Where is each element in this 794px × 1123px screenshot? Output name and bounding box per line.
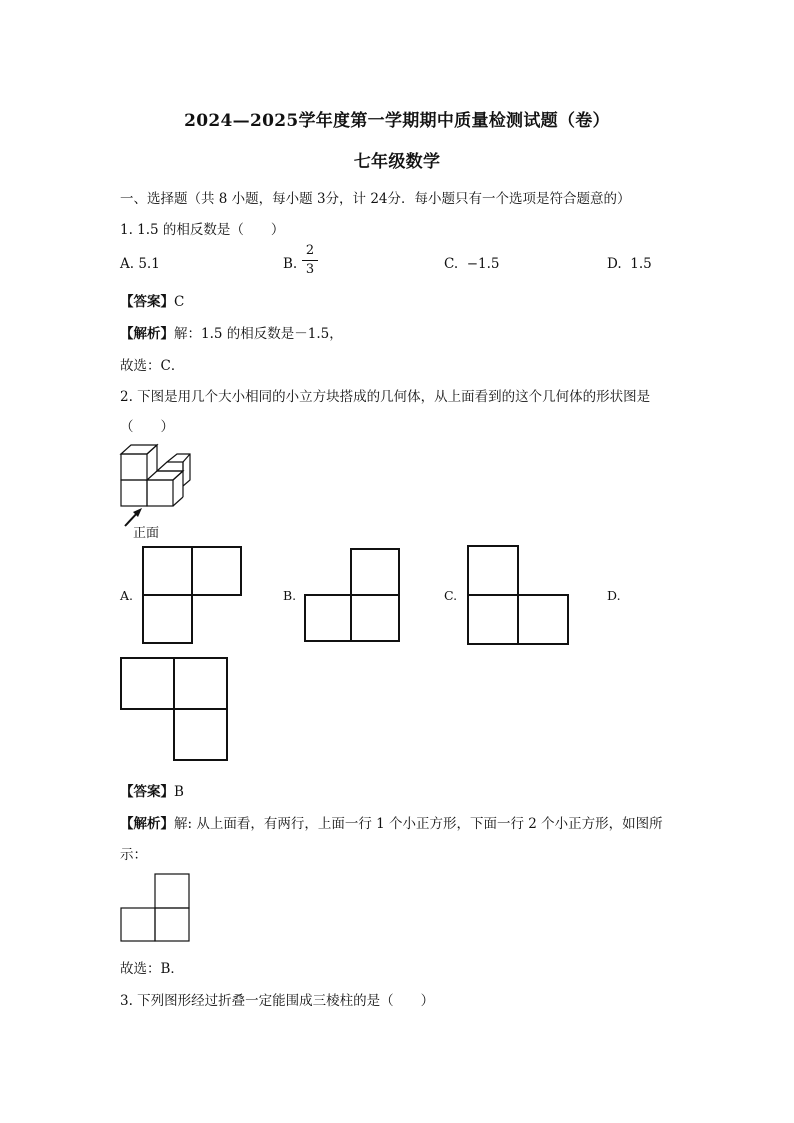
q2-option-b-label: B.: [283, 588, 297, 603]
q1-option-c: C. −1.5: [444, 256, 500, 272]
q2-option-c-label: C.: [444, 588, 458, 603]
q2-option-b-figure: [304, 548, 400, 643]
q2-conclusion: 故选：B．: [120, 961, 184, 977]
q2-analysis-figure: [120, 873, 192, 943]
page-subtitle: 七年级数学: [353, 152, 441, 172]
fraction-denominator: 3: [305, 262, 315, 277]
question-1-stem: 1. 1.5 的相反数是（ ）: [120, 222, 285, 238]
q2-analysis: 【解析】解: 从上面看，有两行，上面一行 1 个小正方形，下面一行 2 个小正方形，如图所: [120, 816, 663, 832]
fraction-numerator: 2: [305, 243, 315, 258]
page-title: 2024—2025学年度第一学期期中质量检测试题（卷）: [184, 111, 610, 131]
section-heading: 一、选择题（共 8 小题，每小题 3分，计 24分．每小题只有一个选项是符合题意的）: [120, 191, 631, 207]
question-2-stem-cont: （ ）: [120, 419, 174, 435]
q2-option-a-figure: [142, 546, 242, 644]
q2-analysis-cont: 示：: [120, 847, 147, 863]
question-2-stem: 2. 下图是用几个大小相同的小立方块搭成的几何体，从上面看到的这个几何体的形状图是: [120, 389, 651, 405]
q1-analysis: 【解析】解：1.5 的相反数是－1.5，: [120, 326, 343, 342]
q2-option-c-figure: [467, 545, 569, 645]
front-view-label: 正面: [133, 526, 160, 541]
question-3-stem: 3. 下列图形经过折叠一定能围成三棱柱的是（ ）: [120, 993, 435, 1009]
q1-conclusion: 故选：C．: [120, 358, 185, 374]
q2-option-d-figure: [120, 657, 228, 761]
q1-answer: 【答案】C: [120, 294, 185, 310]
q2-option-d-label: D.: [607, 588, 621, 603]
q2-option-a-label: A.: [120, 588, 134, 603]
q1-option-d: D. 1.5: [607, 256, 652, 272]
q1-option-b-fraction: [302, 244, 318, 277]
q2-answer: 【答案】B: [120, 784, 184, 800]
q1-option-a: A. 5.1: [120, 256, 160, 272]
q1-option-b-label: B.: [283, 256, 298, 272]
